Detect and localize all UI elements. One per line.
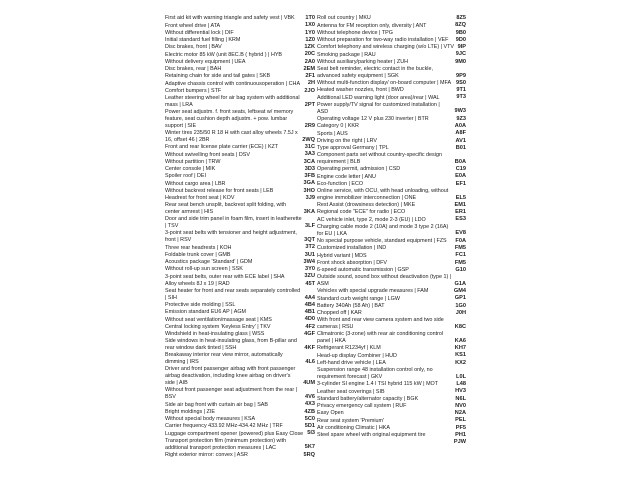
option-code: 9D0 [455, 36, 466, 43]
option-description: Power supply/TV signal for customized installation | ASD [317, 101, 440, 115]
option-row [165, 438, 315, 452]
option-code: KH7 [454, 345, 466, 352]
option-row [317, 94, 466, 101]
option-code: 5C0 [304, 415, 315, 422]
option-description: Rear seat bench unsplit, backrest split folding, with center armrest | HIS [165, 202, 287, 216]
option-row [165, 316, 315, 323]
option-code: B0A [454, 158, 466, 165]
option-code: 1Z0 [305, 36, 315, 43]
option-row [165, 266, 315, 273]
option-description: Hybrid variant | MDS [317, 252, 367, 259]
option-description: Without seat ventilation/massage seat | KMS [165, 316, 272, 323]
option-code: F0A [455, 237, 466, 244]
option-row [165, 59, 315, 66]
option-code: 3W4 [303, 258, 315, 265]
option-description: Engine code letter | ANU [317, 173, 376, 180]
option-description: 3-point seat belts with tensioner and height adjustment, front | RSV [165, 230, 297, 244]
option-row [165, 452, 315, 459]
option-description: No special purpose vehicle, standard equipment | FZS [317, 237, 447, 244]
option-row [165, 387, 315, 401]
option-row [165, 230, 315, 244]
option-row [317, 425, 466, 432]
option-code: AV1 [455, 137, 466, 144]
option-row [165, 324, 315, 331]
option-row [165, 423, 315, 430]
option-code: 4B4 [304, 301, 315, 308]
option-description: Front wheel drive | ATA [165, 22, 221, 29]
option-description: Right exterior mirror: convex | ASR [165, 451, 248, 458]
option-description: Operating permit, admission | CSD [317, 166, 401, 173]
option-row [317, 130, 466, 137]
option-row [165, 22, 315, 29]
option-row [317, 66, 466, 80]
option-description: Without swivelling front seats | DSV [165, 151, 250, 158]
option-description: Outside sound, sound box without deactivation (type 1) | ASM [317, 274, 452, 288]
option-description: Rest Assist (drowsiness detection) | MKE [317, 202, 416, 209]
option-row [317, 173, 466, 180]
option-code: PF5 [455, 424, 466, 431]
option-code: 9S0 [456, 79, 466, 86]
option-code: 9B0 [455, 29, 466, 36]
option-code: 1G0 [455, 302, 466, 309]
option-row [317, 37, 466, 44]
option-description: Without differential lock | DIF [165, 29, 234, 36]
option-description: Disc brakes, front | BAV [165, 44, 222, 51]
option-row [317, 260, 466, 267]
option-code: 9W3 [454, 108, 466, 115]
option-description: Without multi-function display/ on-board computer | MFA [317, 80, 452, 87]
option-code: 3Y0 [305, 266, 315, 273]
option-description: Acoustics package 'Standard' | GDM [165, 259, 253, 266]
option-row [317, 439, 466, 446]
option-code: 45T [305, 280, 315, 287]
option-description: Luggage compartment opener (powered) plus Easy Close [165, 430, 304, 437]
option-row [165, 144, 315, 151]
option-code: NV0 [455, 402, 466, 409]
option-row [317, 345, 466, 352]
option-code: 1T0 [305, 15, 315, 21]
option-row [317, 403, 466, 410]
option-code: L0L [456, 373, 466, 380]
option-row [317, 417, 466, 424]
option-description: Comfort telephony and wireless charging (w/o LTE) | VTV [317, 44, 455, 51]
option-row [317, 102, 466, 116]
option-description: Initial standard fuel filling | KRM [165, 37, 241, 44]
option-description: Alloy wheels 8J x 19 | RAD [165, 280, 230, 287]
option-description: Without preparation for two-way radio installation | VEF [317, 37, 449, 44]
option-row [165, 95, 315, 109]
option-description: Component parts set without country-specific design requirement | BLB [317, 152, 442, 166]
option-row [317, 202, 466, 209]
option-row [165, 180, 315, 187]
option-description: Customized installation | IND [317, 245, 387, 252]
option-code: J0H [455, 309, 466, 316]
option-row [165, 281, 315, 288]
option-code: EL5 [455, 194, 466, 201]
option-description: Central locking system 'Keyless Entry' | TKV [165, 323, 271, 330]
option-row [317, 267, 466, 274]
option-row [317, 138, 466, 145]
option-description: Charging cable mode 2 (10A) and mode 3 type 2 (16A) for EU | LKA [317, 223, 449, 237]
option-code: FM5 [454, 245, 466, 251]
option-code: 4B1 [304, 309, 315, 316]
option-description: 3-point seat belts, outer rear with ECE label | SHA [165, 273, 285, 280]
option-row [165, 252, 315, 259]
option-row [317, 388, 466, 395]
option-code: 3QT [304, 236, 315, 243]
option-code: 2WQ [302, 136, 315, 143]
option-description: Privacy emergency call system | RUF [317, 403, 407, 410]
option-row [165, 195, 315, 202]
option-row [317, 288, 466, 295]
option-row [317, 352, 466, 359]
option-description: Leather steering wheel for air bag system with additional mass | LRA [165, 94, 300, 108]
option-row [317, 360, 466, 367]
option-description: Vehicles with special upgrade measures | FAM [317, 288, 429, 295]
option-description: Battery 340Ah (58 Ah) | BAT [317, 302, 385, 309]
option-code: PJW [453, 439, 466, 446]
option-code: B01 [455, 144, 466, 151]
option-code: 2JO [304, 87, 315, 94]
option-code: 3FB [304, 173, 315, 180]
option-description: Sports | AUS [317, 130, 348, 137]
option-code: 1Y0 [305, 29, 315, 36]
option-row [317, 152, 466, 166]
option-code: 4L6 [305, 359, 315, 365]
option-description: Without cargo area | LBR [165, 180, 226, 187]
option-row [165, 366, 315, 387]
option-row [165, 130, 315, 144]
option-row [165, 202, 315, 216]
option-code: 5RQ [303, 451, 315, 458]
option-row [165, 273, 315, 280]
option-description: Operating voltage 12 V plus 230 inverter | BTR [317, 115, 429, 122]
option-description: Roll out country | MKU [317, 15, 371, 22]
option-description: First aid kit with warning triangle and safety vest | VBK [165, 15, 295, 22]
option-description: Standard curb weight range | LGW [317, 295, 400, 302]
option-row [317, 274, 466, 288]
option-row [317, 396, 466, 403]
option-code: 4UM [303, 380, 315, 387]
option-row [165, 409, 315, 416]
option-code: 4V6 [305, 394, 315, 401]
option-code: 5K7 [304, 444, 315, 451]
option-row [165, 244, 315, 251]
option-description: Air conditioning Climatic | HKA [317, 424, 391, 431]
option-code: GM4 [453, 288, 466, 295]
option-code: 2PT [304, 101, 315, 108]
option-code: KS1 [455, 352, 466, 359]
option-description: Transport protection film (minimum protection) with additional transport protection measures | LAC [165, 437, 287, 451]
option-description: Antenna for FM reception only, diversity | ANT [317, 22, 427, 29]
option-row [165, 216, 315, 230]
option-row [317, 116, 466, 123]
option-description: Easy Open [317, 410, 344, 417]
option-description: AC vehicle inlet, type 2, mode 2-3 (EU) | LDO [317, 216, 426, 223]
option-description: Refrigerant R1234yf | KLM [317, 345, 381, 352]
option-code: 4D0 [304, 316, 315, 323]
option-row [165, 66, 315, 73]
option-code: ER1 [455, 209, 466, 216]
option-code: 3KA [303, 208, 315, 215]
option-code: N6L [455, 395, 466, 402]
option-description: Driving on the right | LRV [317, 137, 378, 144]
option-code: 2A0 [304, 58, 315, 65]
option-row [165, 151, 315, 158]
option-code: L48 [456, 381, 466, 388]
option-description: Leather seat coverings | SIB [317, 388, 385, 395]
option-row [317, 245, 466, 252]
option-row [317, 216, 466, 223]
option-row [165, 80, 315, 87]
option-code: 9T3 [456, 94, 466, 101]
option-row [165, 15, 315, 22]
option-description: Side air bag front with curtain air bag | SAB [165, 401, 268, 408]
option-code: 3CA [303, 158, 315, 165]
option-row [317, 123, 466, 130]
option-code: 3D3 [304, 165, 315, 172]
option-code: KX2 [455, 359, 466, 366]
option-code: 3HO [303, 187, 315, 194]
option-description: Regional code "ECE" for radio | ECO [317, 209, 406, 216]
option-row [165, 37, 315, 44]
option-description: Without front passenger seat adjustment from the rear | BSV [165, 387, 298, 401]
option-code: E0A [455, 173, 466, 180]
option-description: Without backrest release for front seats | LEB [165, 187, 274, 194]
option-description: Disc brakes, rear | BAH [165, 66, 222, 73]
option-description: Chopped off | KAR [317, 310, 362, 317]
option-row [165, 430, 315, 437]
option-code: 8Z5 [456, 15, 466, 21]
option-description: Front shock absorption | DFV [317, 259, 388, 266]
option-code: 9T1 [456, 87, 466, 94]
option-code: GP1 [454, 295, 466, 302]
option-description: Door and side trim panel in foam film, insert in leatherette | TSV [165, 216, 302, 230]
option-code: HV3 [455, 388, 466, 395]
option-description: Seat heater for front and rear seats separately controlled | SIH [165, 287, 301, 301]
option-row [165, 338, 315, 352]
option-code: 9P9 [456, 72, 466, 79]
option-row [165, 51, 315, 58]
option-row [317, 22, 466, 29]
option-row [165, 159, 315, 166]
option-code: 31C [304, 144, 315, 151]
option-row [317, 44, 466, 51]
option-description: 6-speed automatic transmission | GSP [317, 267, 409, 274]
option-code: G10 [455, 266, 466, 273]
option-code: 2R9 [304, 122, 315, 129]
option-row [317, 367, 466, 381]
option-code: 4ZB [304, 408, 315, 415]
option-description: Power seat adjustm. f. front seats, leftseat w/ memory feature, seat cushion depth adjustm. + pow. lumbar support | SIE [165, 108, 294, 129]
option-code: 3U1 [304, 251, 315, 258]
option-description: Head-up display Combiner | HUD [317, 352, 397, 359]
option-code: 9M0 [455, 58, 466, 65]
option-code: 8ZQ [455, 22, 466, 29]
option-row [165, 73, 315, 80]
option-row [317, 51, 466, 58]
option-description: Front and rear license plate carrier (ECE) | KZT [165, 144, 279, 151]
option-description: Electric motor 85 kW (unit 8EC.B ( hybrid ) | HYB [165, 51, 283, 58]
option-row [317, 166, 466, 173]
option-description: Left-hand drive vehicle | LEA [317, 360, 386, 366]
option-code: 2F1 [305, 73, 315, 80]
option-row [317, 80, 466, 87]
option-code: FC1 [455, 252, 466, 259]
option-code: 4GF [304, 330, 315, 337]
option-row [317, 87, 466, 94]
option-code: N2A [454, 410, 466, 417]
option-row [317, 209, 466, 216]
option-description: Protective side molding | SSL [165, 302, 236, 309]
option-row [165, 352, 315, 366]
option-description: Suspension range 48 installation control only, no requirement forecast | GKV [317, 367, 433, 381]
option-code: 9IP [457, 44, 466, 51]
option-description: Bright moldings | ZIE [165, 408, 215, 415]
option-code: 4KF [304, 344, 315, 351]
option-description: Breakaway interior rear view mirror, automatically dimming | IRS [165, 352, 283, 366]
option-description: Type approval Germany | TPL [317, 145, 389, 152]
option-code: 3LF [305, 222, 315, 229]
option-row [165, 309, 315, 316]
option-row [317, 59, 466, 66]
option-code: 3GA [303, 180, 315, 187]
option-row [317, 331, 466, 345]
option-description: Without auxiliary/parking heater | ZUH [317, 58, 408, 65]
option-code: K8C [454, 323, 466, 330]
option-description: Winter tires 235/50 R 18 H with cast alloy wheels 7.5J x 16, offset 46 | 2BR [165, 130, 298, 144]
option-row [317, 181, 466, 188]
option-code: 4X3 [305, 401, 315, 408]
option-row [317, 310, 466, 317]
option-code: 9JC [455, 51, 466, 58]
option-description: Three rear headrests | KOH [165, 244, 232, 251]
option-row [317, 381, 466, 388]
option-description: Driver and front passenger airbag with front passenger airbag deactivation, including knee airbag on driver's side | AIB [165, 366, 296, 387]
option-row [317, 295, 466, 302]
option-description: Foldable trunk cover | GMB [165, 251, 231, 258]
option-row [165, 288, 315, 302]
option-row [165, 401, 315, 408]
option-description: Windshield in heat-insulating glass | WSS [165, 331, 265, 338]
option-code: C19 [455, 166, 466, 173]
option-code: PH1 [455, 431, 466, 438]
option-description: Heated washer nozzles, front | BWD [317, 87, 404, 94]
option-code: 9Z3 [456, 115, 466, 122]
option-code: A8F [455, 130, 466, 137]
option-code: 2H [307, 80, 315, 87]
option-code: EM1 [454, 201, 466, 208]
option-description: Additional LED warning light (door area)/rear | WAL [317, 94, 440, 101]
option-row [165, 173, 315, 180]
option-row [165, 302, 315, 309]
option-row [165, 88, 315, 95]
option-description: Retaining chain for side and tail gates | SKB [165, 73, 271, 80]
option-row [165, 416, 315, 423]
option-description: Rear seat system 'Premium' [317, 417, 385, 424]
option-description: Emission standard EU6 AP | AGM [165, 309, 246, 316]
option-description: Without special body measures | KSA [165, 416, 256, 423]
option-code: 20C [304, 51, 315, 58]
option-row [317, 238, 466, 245]
option-description: Without telephone device | TPG [317, 29, 393, 36]
option-description: Carrier frequency 433.92 MHz-434.42 MHz | TRF [165, 423, 283, 430]
option-description: Category 0 | KKR [317, 123, 359, 130]
option-row [317, 188, 466, 202]
option-code: 4A4 [304, 294, 315, 301]
option-description: Online service, with OCU, with head unloading, without engine immobilizer interconnection | ONE [317, 187, 449, 201]
option-description: With front and rear view camera system and two side cameras | RSU [317, 317, 444, 331]
option-row [317, 303, 466, 310]
option-description: Adaptive chassis control with continuousoperation | CHA [165, 80, 301, 87]
option-description: Eco-function | ECO [317, 180, 364, 187]
option-description: Side windows in heat-insulating glass, from B-pillar and rear window dark tinted | SSH [165, 338, 297, 352]
option-row [317, 317, 466, 331]
option-row [165, 259, 315, 266]
option-code: PEL [455, 417, 466, 424]
option-description: Center console | MIK [165, 166, 216, 173]
option-row [165, 109, 315, 130]
option-description: Steel spare wheel with original equipment tire [317, 432, 426, 439]
option-code: 3J9 [305, 194, 315, 201]
option-row [317, 410, 466, 417]
option-row [165, 30, 315, 37]
option-description: Climatronic (3-zone) with rear air conditioning control panel | HKA [317, 331, 444, 345]
option-code: A0A [454, 122, 466, 129]
option-description: 3-cylinder SI engine 1.4 l TSI hybrid 115 kW | MOT [317, 381, 439, 388]
option-row [317, 30, 466, 37]
option-code: EF1 [455, 180, 466, 187]
option-description: Standard battery/alternator capacity | BGK [317, 395, 419, 402]
option-description: Spoiler roof | DEI [165, 173, 206, 180]
option-row [165, 331, 315, 338]
option-description: Headrest for front seat | KOV [165, 195, 235, 202]
option-row [317, 224, 466, 238]
option-description: Without partition | TRW [165, 158, 221, 165]
option-code: 2EM [303, 65, 315, 72]
option-code: EV8 [455, 230, 466, 237]
option-description: Without delivery equipment | UEA [165, 58, 246, 65]
option-row [165, 44, 315, 51]
option-code: 3A3 [304, 151, 315, 158]
option-description: Without roll-up sun screen | SSK [165, 266, 243, 273]
option-code: 5I3 [307, 430, 315, 437]
option-code: 5D1 [304, 423, 315, 430]
option-code: 3T2 [305, 244, 315, 251]
option-row [165, 188, 315, 195]
option-code: 1ZK [304, 44, 315, 51]
option-description: Smoking package | RAU [317, 51, 376, 58]
option-code: G1A [454, 280, 466, 287]
option-code: KA6 [454, 337, 466, 344]
option-row [165, 166, 315, 173]
option-row [317, 432, 466, 439]
option-row [317, 145, 466, 152]
option-code: 1X0 [305, 22, 315, 29]
option-row [317, 252, 466, 259]
options-column-left [165, 15, 315, 459]
option-code: 4F2 [305, 323, 315, 330]
option-description: Seat belt reminder, electric contact in the buckle, advanced safety equipment | SGK [317, 65, 433, 79]
option-code: FM5 [454, 259, 466, 266]
option-code: ES3 [455, 216, 466, 223]
option-code: 3ZU [304, 273, 315, 280]
option-description: Comfort bumpers | STF [165, 87, 222, 94]
options-column-right [317, 15, 466, 446]
option-row [317, 15, 466, 22]
